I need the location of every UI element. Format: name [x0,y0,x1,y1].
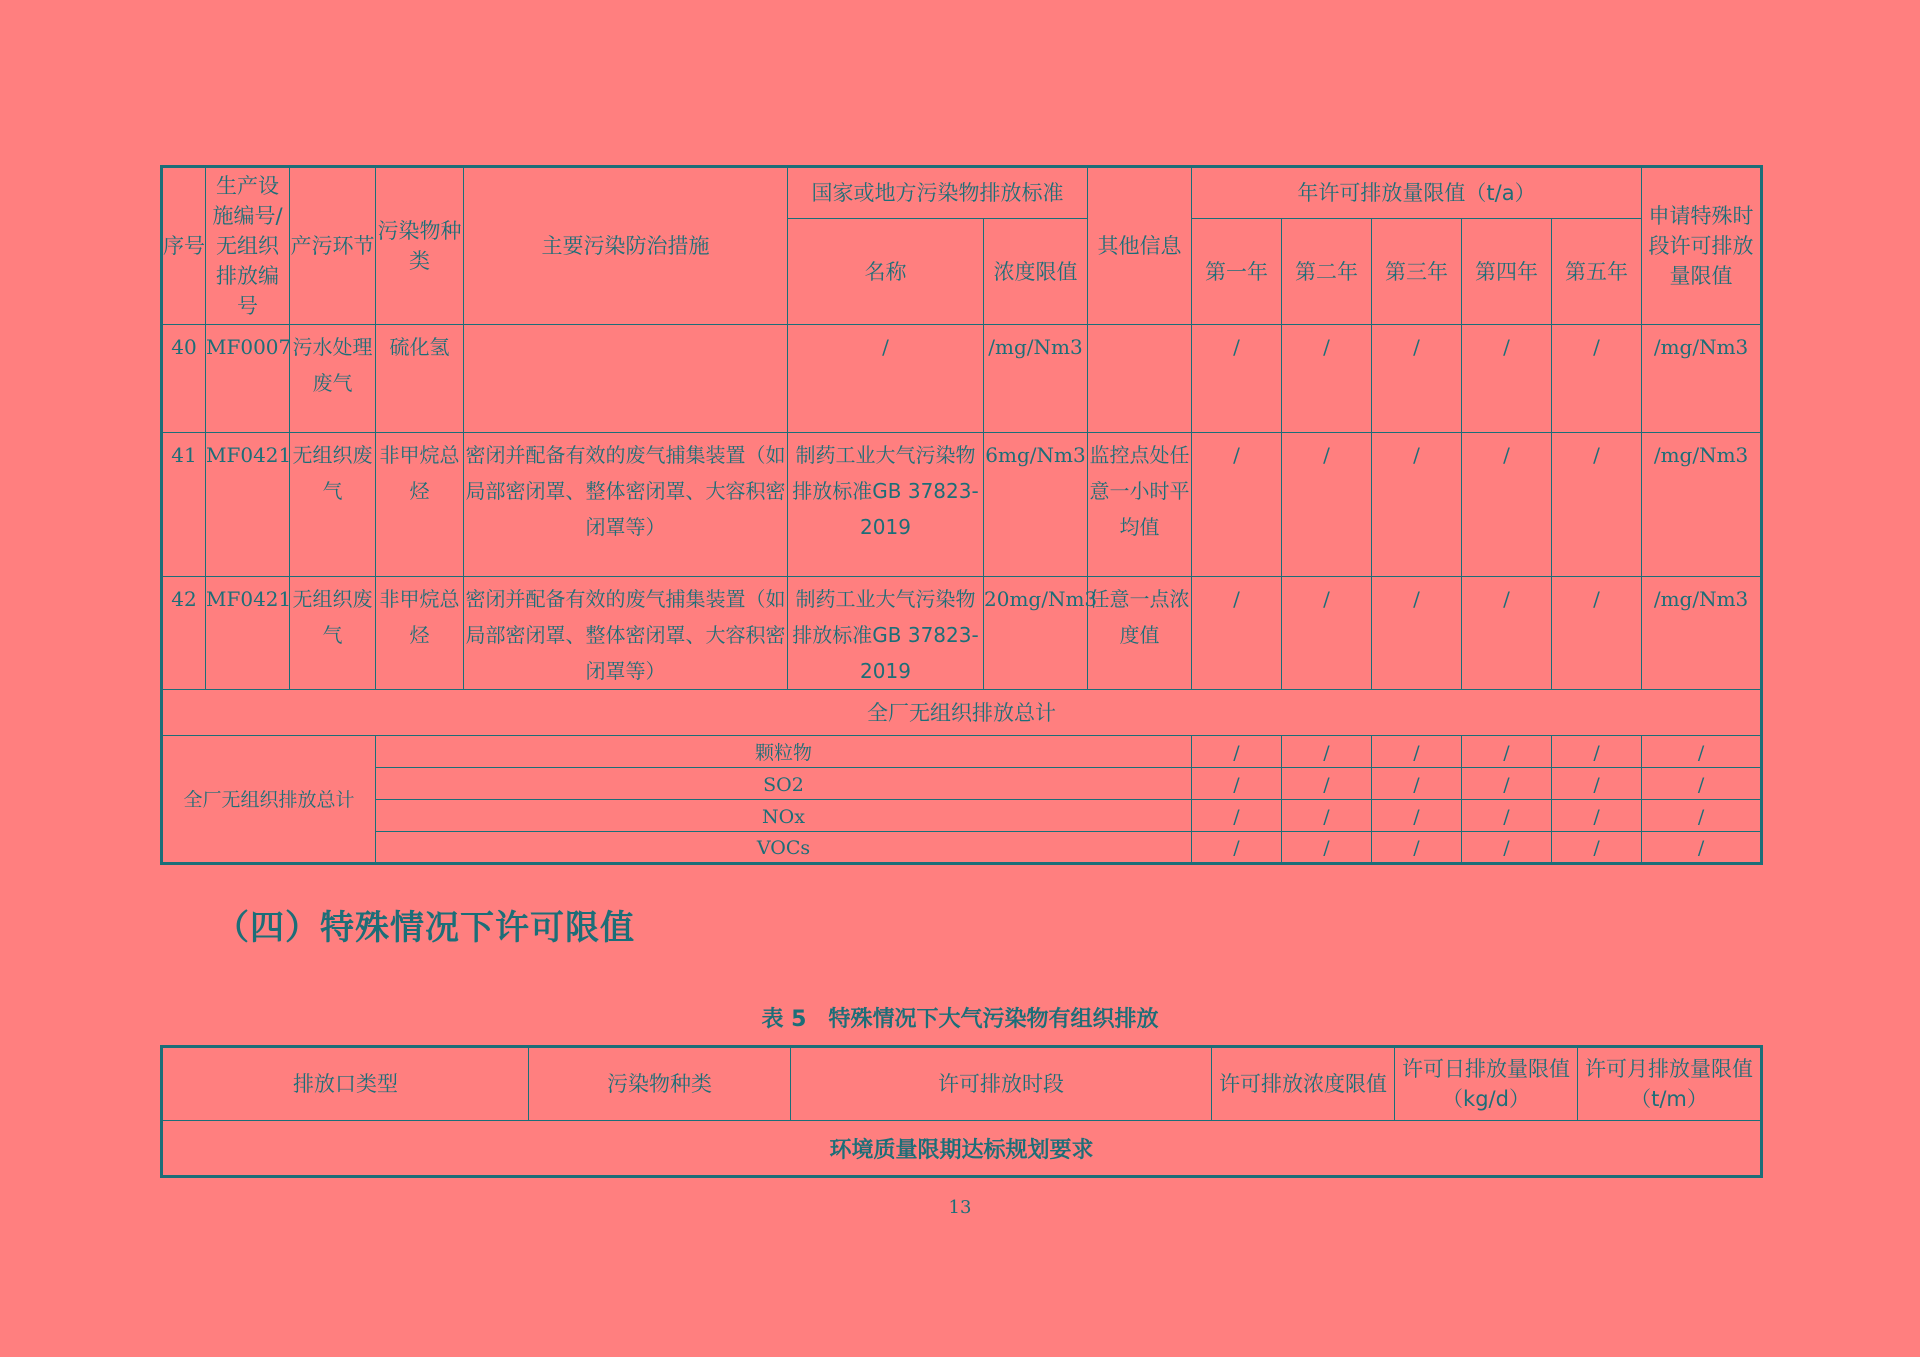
cell-std-name: / [788,325,984,433]
cell-measures: 密闭并配备有效的废气捕集装置（如局部密闭罩、整体密闭罩、大容积密闭罩等） [464,433,788,577]
header-year4: 第四年 [1462,219,1552,325]
cell-std-name: 制药工业大气污染物排放标准GB 37823-2019 [788,433,984,577]
total-section-title: 全厂无组织排放总计 [162,690,1762,736]
cell-std-limit: /mg/Nm3 [984,325,1088,433]
cell-year2: / [1282,433,1372,577]
cell-special: /mg/Nm3 [1642,433,1762,577]
special-emission-table [160,1045,1763,1178]
cell-special: /mg/Nm3 [1642,325,1762,433]
cell-facility: MF0007 [206,325,290,433]
cell-year4: / [1462,577,1552,690]
cell-seq: 42 [162,577,206,690]
header-year2: 第二年 [1282,219,1372,325]
header-monthly-limit: 许可月排放量限值（t/m） [1578,1047,1762,1121]
cell-pollutant: 非甲烷总烃 [376,433,464,577]
cell-other: 任意一点浓度值 [1088,577,1192,690]
summary-pollutant: SO2 [376,768,1192,800]
summary-pollutant: NOx [376,800,1192,832]
summary-year5: / [1552,768,1642,800]
summary-year1: / [1192,736,1282,768]
cell-year1: / [1192,577,1282,690]
cell-year2: / [1282,325,1372,433]
table-row [162,433,1762,577]
cell-year3: / [1372,325,1462,433]
summary-year1: / [1192,832,1282,864]
summary-row [162,832,1762,864]
summary-year5: / [1552,736,1642,768]
cell-year3: / [1372,433,1462,577]
summary-special: / [1642,800,1762,832]
table-row [162,325,1762,433]
summary-year4: / [1462,736,1552,768]
cell-other: 监控点处任意一小时平均值 [1088,433,1192,577]
cell-year1: / [1192,325,1282,433]
header-daily-limit: 许可日排放量限值（kg/d） [1395,1047,1578,1121]
table-caption: 表 5 特殊情况下大气污染物有组织排放 [761,1007,1159,1032]
header-annual-group: 年许可排放量限值（t/a） [1192,167,1642,219]
summary-year3: / [1372,736,1462,768]
summary-year2: / [1282,832,1372,864]
section-heading: （四）特殊情况下许可限值 [215,908,635,948]
header-pollutant: 污染物种类 [376,167,464,325]
summary-year5: / [1552,800,1642,832]
cell-stage: 无组织废气 [290,433,376,577]
summary-year1: / [1192,768,1282,800]
header-standard-group: 国家或地方污染物排放标准 [788,167,1088,219]
summary-row [162,768,1762,800]
cell-pollutant: 硫化氢 [376,325,464,433]
cell-year4: / [1462,325,1552,433]
summary-year2: / [1282,768,1372,800]
summary-year1: / [1192,800,1282,832]
cell-measures [464,325,788,433]
header-measures: 主要污染防治措施 [464,167,788,325]
header-year3: 第三年 [1372,219,1462,325]
header-permit-period: 许可排放时段 [791,1047,1212,1121]
summary-year3: / [1372,800,1462,832]
cell-seq: 40 [162,325,206,433]
cell-year5: / [1552,433,1642,577]
summary-pollutant: 颗粒物 [376,736,1192,768]
summary-row [162,800,1762,832]
summary-special: / [1642,832,1762,864]
cell-pollutant: 非甲烷总烃 [376,577,464,690]
summary-year5: / [1552,832,1642,864]
cell-measures: 密闭并配备有效的废气捕集装置（如局部密闭罩、整体密闭罩、大容积密闭罩等） [464,577,788,690]
header-stage: 产污环节 [290,167,376,325]
summary-year3: / [1372,832,1462,864]
summary-pollutant: VOCs [376,832,1192,864]
header-year1: 第一年 [1192,219,1282,325]
cell-special: /mg/Nm3 [1642,577,1762,690]
summary-year3: / [1372,768,1462,800]
summary-year4: / [1462,800,1552,832]
header-other: 其他信息 [1088,167,1192,325]
header-outlet-type: 排放口类型 [162,1047,529,1121]
cell-other [1088,325,1192,433]
header-special: 申请特殊时段许可排放量限值 [1642,167,1762,325]
header-conc-limit: 许可排放浓度限值 [1212,1047,1395,1121]
cell-year5: / [1552,325,1642,433]
summary-year2: / [1282,736,1372,768]
summary-special: / [1642,768,1762,800]
cell-year4: / [1462,433,1552,577]
cell-year5: / [1552,577,1642,690]
table-row [162,577,1762,690]
header-year5: 第五年 [1552,219,1642,325]
cell-year3: / [1372,577,1462,690]
emission-permit-table [160,165,1763,865]
cell-year2: / [1282,577,1372,690]
summary-label: 全厂无组织排放总计 [162,736,376,864]
cell-std-limit: 6mg/Nm3 [984,433,1088,577]
summary-year2: / [1282,800,1372,832]
cell-facility: MF0421 [206,577,290,690]
cell-facility: MF0421 [206,433,290,577]
header-pollutant-type: 污染物种类 [529,1047,791,1121]
header-seq: 序号 [162,167,206,325]
summary-row [162,736,1762,768]
cell-seq: 41 [162,433,206,577]
summary-year4: / [1462,832,1552,864]
page-number: 13 [948,1197,972,1218]
summary-year4: / [1462,768,1552,800]
cell-std-limit: 20mg/Nm3 [984,577,1088,690]
summary-special: / [1642,736,1762,768]
cell-year1: / [1192,433,1282,577]
header-std-limit: 浓度限值 [984,219,1088,325]
cell-stage: 无组织废气 [290,577,376,690]
header-std-name: 名称 [788,219,984,325]
env-quality-row-title: 环境质量限期达标规划要求 [162,1121,1762,1177]
cell-stage: 污水处理废气 [290,325,376,433]
header-facility: 生产设施编号/无组织排放编号 [206,167,290,325]
cell-std-name: 制药工业大气污染物排放标准GB 37823-2019 [788,577,984,690]
